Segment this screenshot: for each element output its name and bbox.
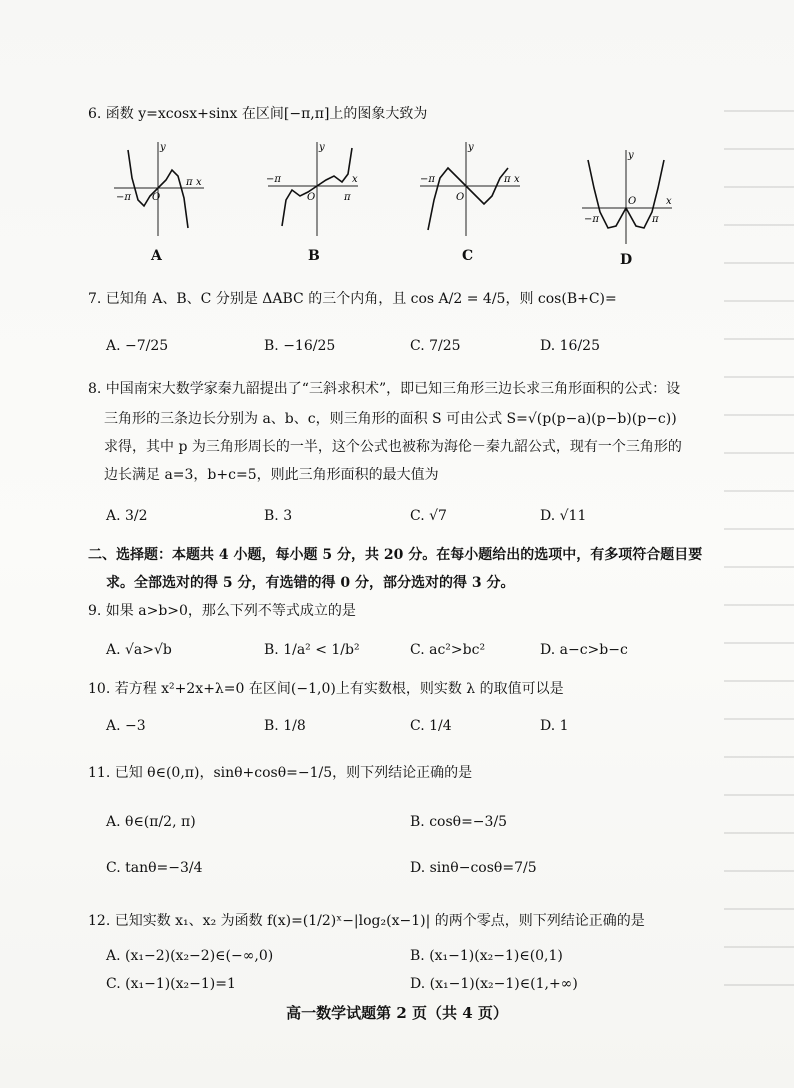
q8-option-a: A. 3/2 — [106, 508, 148, 524]
q8-option-b: B. 3 — [264, 508, 293, 524]
q8-line3: 求得，其中 p 为三角形周长的一半，这个公式也被称为海伦－秦九韶公式，现有一个三角形的 — [104, 439, 682, 455]
q9-option-b: B. 1/a² < 1/b² — [264, 642, 360, 658]
q7-option-a: A. −7/25 — [106, 338, 169, 354]
q11-option-d: D. sinθ−cosθ=7/5 — [410, 860, 537, 876]
q9-option-a: A. √a>√b — [106, 642, 172, 658]
q12-option-d: D. (x₁−1)(x₂−1)∈(1,+∞) — [410, 976, 578, 992]
q11-option-a: A. θ∈(π/2, π) — [106, 814, 196, 830]
section2-line1: 二、选择题：本题共 4 小题，每小题 5 分，共 20 分。在每小题给出的选项中，有多项符合题目要 — [88, 547, 703, 563]
q7-option-b: B. −16/25 — [264, 338, 336, 354]
graph-b-label: B — [308, 248, 320, 264]
graph-c-x-label: x — [514, 174, 520, 185]
q7-option-c: C. 7/25 — [410, 338, 461, 354]
q10-option-b: B. 1/8 — [264, 718, 306, 734]
graph-d-pi: π — [652, 214, 659, 225]
q8-option-c: C. √7 — [410, 508, 447, 524]
q10-stem: 10. 若方程 x²+2x+λ=0 在区间(−1,0)上有实数根，则实数 λ 的取值可以是 — [88, 681, 564, 697]
graph-d-label: D — [620, 252, 633, 268]
graph-a-pi: π — [186, 177, 193, 188]
page-footer: 高一数学试题第 2 页（共 4 页） — [286, 1004, 508, 1022]
graph-b-pi: π — [344, 192, 351, 203]
graph-a-neg-pi: −π — [116, 192, 131, 203]
q7-stem: 7. 已知角 A、B、C 分别是 ΔABC 的三个内角，且 cos A/2 = 4/5，则 cos(B+C)= — [88, 291, 617, 307]
graph-c-label: C — [462, 248, 474, 264]
graph-d — [576, 146, 676, 246]
graph-a-origin: O — [152, 192, 161, 203]
q12-option-b: B. (x₁−1)(x₂−1)∈(0,1) — [410, 948, 563, 964]
graph-c-origin: O — [456, 192, 465, 203]
q10-option-a: A. −3 — [106, 718, 146, 734]
graph-a — [108, 138, 208, 238]
q8-line4: 边长满足 a=3，b+c=5，则此三角形面积的最大值为 — [104, 467, 439, 483]
q12-option-a: A. (x₁−2)(x₂−2)∈(−∞,0) — [106, 948, 274, 964]
q9-stem: 9. 如果 a>b>0，那么下列不等式成立的是 — [88, 603, 356, 619]
graph-d-neg-pi: −π — [584, 214, 599, 225]
graph-b-x-label: x — [352, 174, 358, 185]
graph-a-x-label: x — [196, 177, 202, 188]
q9-option-d: D. a−c>b−c — [540, 642, 628, 658]
q10-option-c: C. 1/4 — [410, 718, 452, 734]
graph-d-origin: O — [628, 196, 637, 207]
q7-option-d: D. 16/25 — [540, 338, 600, 354]
q8-option-d: D. √11 — [540, 508, 587, 524]
q12-stem: 12. 已知实数 x₁、x₂ 为函数 f(x)=(1/2)ˣ−|log₂(x−1)| 的两个零点，则下列结论正确的是 — [88, 913, 645, 929]
graph-c — [414, 138, 524, 238]
graph-a-label: A — [151, 248, 162, 264]
section2-line2: 求。全部选对的得 5 分，有选错的得 0 分，部分选对的得 3 分。 — [106, 575, 515, 591]
graph-b-neg-pi: −π — [266, 174, 281, 185]
q8-line1: 8. 中国南宋大数学家秦九韶提出了“三斜求积术”，即已知三角形三边长求三角形面积的公式：设 — [88, 381, 681, 397]
bleed-through-text — [724, 110, 794, 1010]
graph-d-y-label: y — [628, 150, 634, 161]
q9-option-c: C. ac²>bc² — [410, 642, 486, 658]
graph-a-y-label: y — [160, 142, 166, 153]
q11-stem: 11. 已知 θ∈(0,π)，sinθ+cosθ=−1/5，则下列结论正确的是 — [88, 765, 473, 781]
q11-option-b: B. cosθ=−3/5 — [410, 814, 508, 830]
graph-c-pi: π — [504, 174, 511, 185]
graph-c-neg-pi: −π — [420, 174, 435, 185]
graph-c-y-label: y — [468, 142, 474, 153]
q11-option-c: C. tanθ=−3/4 — [106, 860, 203, 876]
q10-option-d: D. 1 — [540, 718, 569, 734]
q8-line2: 三角形的三条边长分别为 a、b、c，则三角形的面积 S 可由公式 S=√(p(p−a)(p−b)(p−c)) — [104, 411, 677, 427]
q6-stem: 6. 函数 y=xcosx+sinx 在区间[−π,π]上的图象大致为 — [88, 106, 428, 122]
graph-b-y-label: y — [319, 142, 325, 153]
graph-b-origin: O — [307, 192, 316, 203]
graph-b — [262, 138, 362, 238]
q12-option-c: C. (x₁−1)(x₂−1)=1 — [106, 976, 236, 992]
graph-d-x-label: x — [666, 196, 672, 207]
